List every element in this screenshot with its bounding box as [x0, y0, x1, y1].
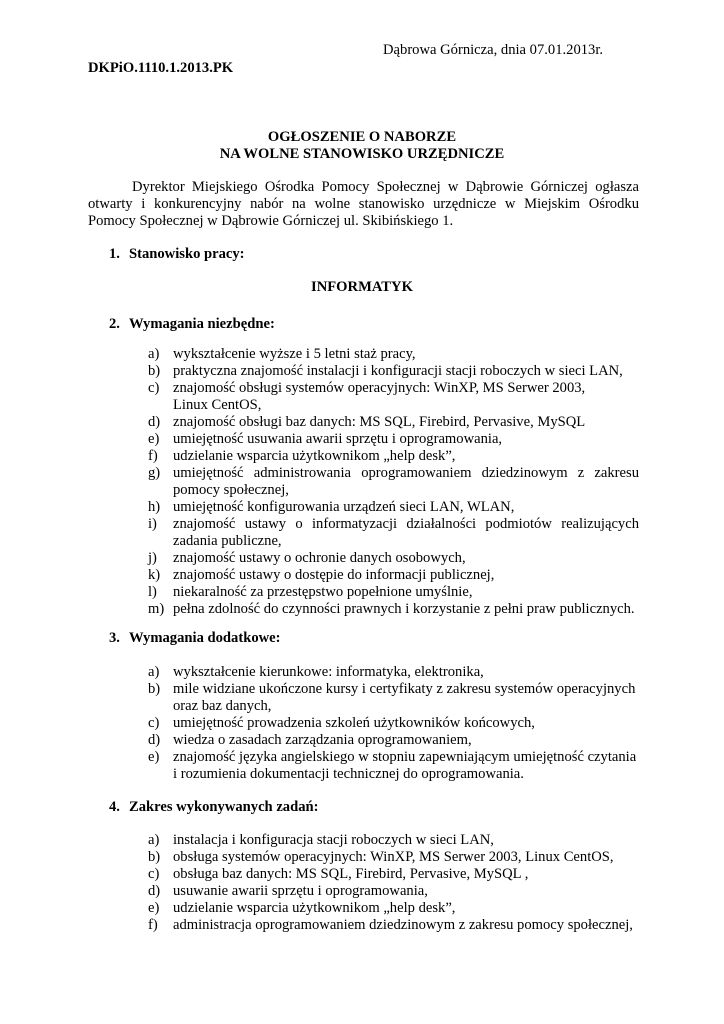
section-title: Zakres wykonywanych zadań:	[129, 799, 319, 815]
list-item	[148, 414, 639, 431]
document-title-line-1: OGŁOSZENIE O NABORZE	[267, 129, 457, 145]
list-item	[148, 499, 639, 516]
item-letter: e)	[148, 900, 160, 916]
item-text-continuation: i rozumienia dokumentacji technicznej do oprogramowania.	[173, 766, 524, 782]
list-item	[148, 380, 639, 414]
item-text-continuation: pomocy społecznej,	[173, 482, 289, 498]
task-scope-list	[148, 832, 639, 934]
list-item	[148, 732, 639, 749]
item-letter: b)	[148, 849, 161, 865]
item-letter: e)	[148, 431, 160, 447]
item-text: znajomość obsługi systemów operacyjnych: WinXP, MS Serwer 2003,	[173, 380, 586, 396]
item-text: niekaralność za przestępstwo popełnione umyślnie,	[173, 584, 473, 600]
section-number: 4.	[109, 799, 120, 815]
item-letter: f)	[148, 448, 158, 464]
item-text: znajomość ustawy o informatyzacji działalności podmiotów realizujących	[173, 516, 639, 532]
item-letter: b)	[148, 363, 161, 379]
item-text: administracja oprogramowaniem dziedzinowym z zakresu pomocy społecznej,	[173, 917, 633, 933]
list-item	[148, 917, 639, 934]
item-text: udzielanie wsparcia użytkownikom „help desk”,	[173, 448, 456, 464]
required-qualifications-list	[148, 346, 639, 618]
position-title: INFORMATYK	[311, 279, 413, 295]
list-item	[148, 883, 639, 900]
item-text-continuation: zadania publiczne,	[173, 533, 282, 549]
list-item	[148, 346, 639, 363]
item-text: umiejętność prowadzenia szkoleń użytkowników końcowych,	[173, 715, 535, 731]
item-text: mile widziane ukończone kursy i certyfikaty z zakresu systemów operacyjnych	[173, 681, 636, 697]
list-item	[148, 363, 639, 380]
list-item	[148, 681, 639, 715]
list-item	[148, 866, 639, 883]
list-item	[148, 849, 639, 866]
item-letter: d)	[148, 883, 161, 899]
place-date: Dąbrowa Górnicza, dnia 07.01.2013r.	[383, 42, 604, 58]
item-text: praktyczna znajomość instalacji i konfiguracji stacji roboczych w sieci LAN,	[173, 363, 623, 379]
section-2-heading	[88, 316, 275, 333]
item-text: umiejętność usuwania awarii sprzętu i oprogramowania,	[173, 431, 503, 447]
item-letter: l)	[148, 584, 157, 600]
section-number: 3.	[109, 630, 120, 646]
item-text: znajomość języka angielskiego w stopniu zapewniającym umiejętność czytania	[173, 749, 637, 765]
list-item	[148, 431, 639, 448]
item-letter: d)	[148, 732, 161, 748]
list-item	[148, 601, 639, 618]
item-text: wykształcenie wyższe i 5 letni staż pracy,	[173, 346, 416, 362]
list-item	[148, 832, 639, 849]
list-item	[148, 715, 639, 732]
item-letter: m)	[148, 601, 165, 617]
item-letter: g)	[148, 465, 161, 481]
section-number: 1.	[109, 246, 120, 262]
item-text: znajomość ustawy o ochronie danych osobowych,	[173, 550, 466, 566]
item-letter: a)	[148, 346, 160, 362]
item-letter: a)	[148, 832, 160, 848]
section-title: Wymagania dodatkowe:	[129, 630, 281, 646]
section-title: Wymagania niezbędne:	[129, 316, 275, 332]
list-item	[148, 465, 639, 499]
item-letter: d)	[148, 414, 161, 430]
item-text: umiejętność konfigurowania urządzeń sieci LAN, WLAN,	[173, 499, 515, 515]
item-text: obsługa systemów operacyjnych: WinXP, MS Serwer 2003, Linux CentOS,	[173, 849, 614, 865]
item-letter: a)	[148, 664, 160, 680]
section-1-heading	[88, 246, 245, 263]
item-letter: e)	[148, 749, 160, 765]
item-letter: j)	[148, 550, 157, 566]
item-text: pełna zdolność do czynności prawnych i korzystanie z pełni praw publicznych.	[173, 601, 635, 617]
section-4-heading	[88, 799, 318, 816]
item-letter: c)	[148, 866, 160, 882]
item-letter: c)	[148, 380, 160, 396]
item-text: obsługa baz danych: MS SQL, Firebird, Pervasive, MySQL ,	[173, 866, 529, 882]
item-letter: h)	[148, 499, 161, 515]
item-letter: b)	[148, 681, 161, 697]
item-letter: i)	[148, 516, 157, 532]
list-item	[148, 567, 639, 584]
item-text-continuation: Linux CentOS,	[173, 397, 262, 413]
list-item	[148, 448, 639, 465]
additional-qualifications-list	[148, 664, 639, 783]
section-3-heading	[88, 630, 281, 647]
item-text: wiedza o zasadach zarządzania oprogramowaniem,	[173, 732, 472, 748]
item-text: instalacja i konfiguracja stacji roboczych w sieci LAN,	[173, 832, 494, 848]
list-item	[148, 664, 639, 681]
list-item	[148, 749, 639, 783]
item-text: usuwanie awarii sprzętu i oprogramowania,	[173, 883, 428, 899]
item-text-continuation: oraz baz danych,	[173, 698, 272, 714]
document-title-line-2: NA WOLNE STANOWISKO URZĘDNICZE	[219, 146, 505, 162]
list-item	[148, 584, 639, 601]
item-text: umiejętność administrowania oprogramowaniem dziedzinowym z zakresu	[173, 465, 639, 481]
item-text: znajomość ustawy o dostępie do informacji publicznej,	[173, 567, 495, 583]
list-item	[148, 516, 639, 550]
list-item	[148, 550, 639, 567]
intro-paragraph: Dyrektor Miejskiego Ośrodka Pomocy Społecznej w Dąbrowie Górniczej ogłasza otwarty i konkurencyjny nabór na wolne stanowisko urzędnicze w Miejskim Ośrodku Pomocy Społecznej w Dąbrowie Górniczej ul. Skibińskiego 1.	[88, 179, 639, 229]
item-letter: k)	[148, 567, 161, 583]
item-letter: f)	[148, 917, 158, 933]
item-text: udzielanie wsparcia użytkownikom „help desk”,	[173, 900, 456, 916]
section-number: 2.	[109, 316, 120, 332]
item-text: wykształcenie kierunkowe: informatyka, elektronika,	[173, 664, 484, 680]
reference-number: DKPiO.1110.1.2013.PK	[88, 60, 234, 76]
section-title: Stanowisko pracy:	[129, 246, 245, 262]
item-letter: c)	[148, 715, 160, 731]
item-text: znajomość obsługi baz danych: MS SQL, Firebird, Pervasive, MySQL	[173, 414, 586, 430]
list-item	[148, 900, 639, 917]
